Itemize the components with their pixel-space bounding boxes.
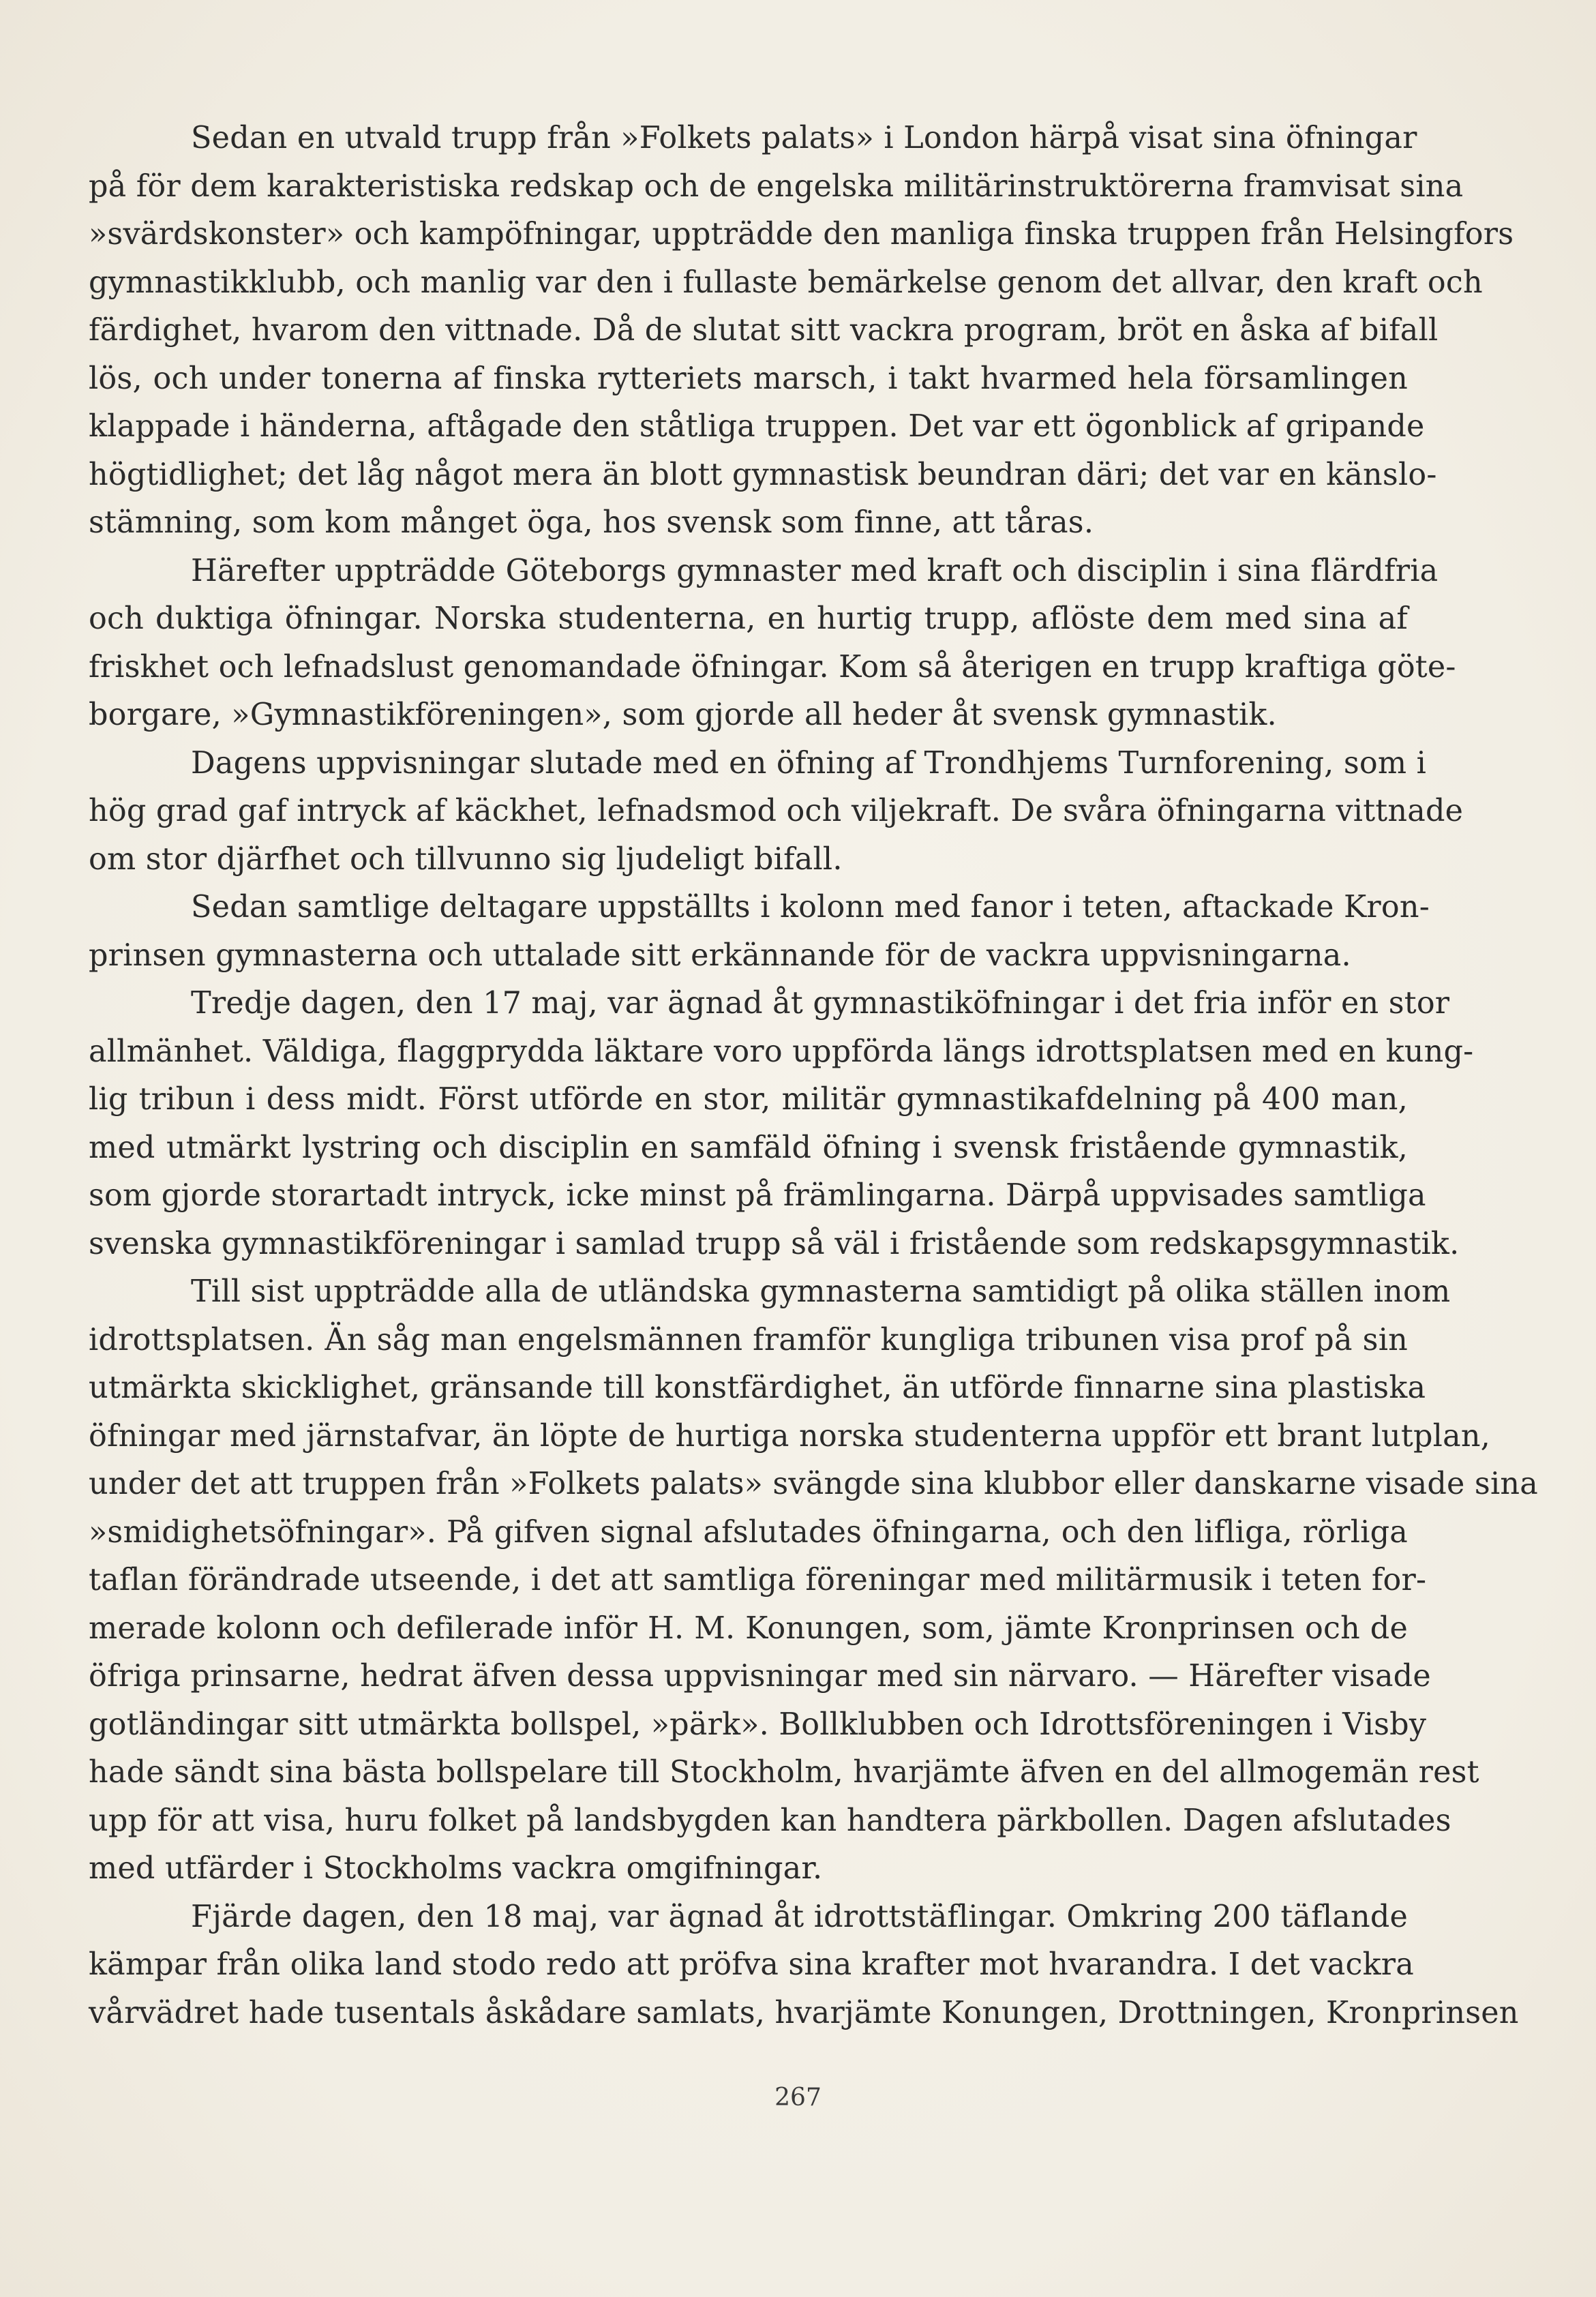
paragraph-5 <box>89 980 1474 1268</box>
paragraph-4 <box>89 884 1430 980</box>
text-line: öfningar med järnstafvar, än löpte de hurtiga norska studenterna uppför ett brant lutplan, <box>89 1418 1491 1454</box>
text-line: Tredje dagen, den 17 maj, var ägnad åt gymnastiköfningar i det fria inför en stor <box>191 986 1450 1021</box>
text-line: klappade i händerna, aftågade den ståtliga truppen. Det var ett ögonblick af gripande <box>89 409 1425 444</box>
text-line: merade kolonn och defilerade inför H. M. Konungen, som, jämte Kronprinsen och de <box>89 1610 1408 1646</box>
text-line: lig tribun i dess midt. Först utförde en stor, militär gymnastikafdelning på 400 man, <box>89 1082 1408 1117</box>
text-line: kämpar från olika land stodo redo att pröfva sina krafter mot hvarandra. I det vackra <box>89 1947 1414 1982</box>
text-line: upp för att visa, huru folket på landsbygden kan handtera pärkbollen. Dagen afslutades <box>89 1803 1451 1838</box>
text-line: Härefter uppträdde Göteborgs gymnaster med kraft och disciplin i sina flärdfria <box>191 553 1439 588</box>
text-line: Fjärde dagen, den 18 maj, var ägnad åt idrottstäflingar. Omkring 200 täflande <box>191 1899 1409 1934</box>
page-number: 267 <box>774 2084 822 2112</box>
text-line: stämning, som kom månget öga, hos svensk som finne, att tåras. <box>89 505 1094 540</box>
text-line: utmärkta skicklighet, gränsande till konstfärdighet, än utförde finnarne sina plastiska <box>89 1370 1426 1405</box>
text-line: Sedan samtlige deltagare uppställts i kolonn med fanor i teten, aftackade Kron- <box>191 890 1430 925</box>
text-line: som gjorde storartadt intryck, icke minst på främlingarna. Därpå uppvisades samtliga <box>89 1178 1426 1213</box>
paragraph-6 <box>89 1268 1538 1893</box>
paragraph-2 <box>89 547 1456 740</box>
text-line: »smidighetsöfningar». På gifven signal afslutades öfningarna, och den lifliga, rörliga <box>89 1514 1408 1550</box>
text-line: Till sist uppträdde alla de utländska gymnasterna samtidigt på olika ställen inom <box>191 1274 1451 1309</box>
text-line: hög grad gaf intryck af käckhet, lefnadsmod och viljekraft. De svåra öfningarna vittnade <box>89 794 1464 828</box>
paragraph-3 <box>89 740 1464 884</box>
text-line: »svärdskonster» och kampöfningar, uppträdde den manliga finska truppen från Helsingfors <box>89 217 1514 252</box>
text-line: svenska gymnastikföreningar i samlad trupp så väl i fristående som redskapsgymnastik. <box>89 1226 1460 1261</box>
text-line: Dagens uppvisningar slutade med en öfning af Trondhjems Turnforening, som i <box>191 745 1427 781</box>
text-line: högtidlighet; det låg något mera än blott gymnastisk beundran däri; det var en känslo- <box>89 457 1437 492</box>
text-line: vårvädret hade tusentals åskådare samlats, hvarjämte Konungen, Drottningen, Kronprinsen <box>89 1995 1519 2030</box>
body-text <box>89 115 1538 2037</box>
text-line: borgare, »Gymnastikföreningen», som gjorde all heder åt svensk gymnastik. <box>89 697 1277 732</box>
text-line: med utmärkt lystring och disciplin en samfäld öfning i svensk fristående gymnastik, <box>89 1130 1408 1165</box>
text-line: friskhet och lefnadslust genomandade öfningar. Kom så återigen en trupp kraftiga göte- <box>89 649 1456 685</box>
text-line: färdighet, hvarom den vittnade. Då de slutat sitt vackra program, bröt en åska af bifall <box>89 313 1439 348</box>
text-line: öfriga prinsarne, hedrat äfven dessa uppvisningar med sin närvaro. — Härefter visade <box>89 1659 1431 1694</box>
text-line: allmänhet. Väldiga, flaggprydda läktare voro uppförda längs idrottsplatsen med en kung- <box>89 1034 1474 1069</box>
paragraph-1 <box>89 115 1514 547</box>
text-line: med utfärder i Stockholms vackra omgifningar. <box>89 1851 823 1886</box>
text-line: Sedan en utvald trupp från »Folkets palats» i London härpå visat sina öfningar <box>191 121 1417 155</box>
text-line: om stor djärfhet och tillvunno sig ljudeligt bifall. <box>89 841 843 877</box>
text-line: prinsen gymnasterna och uttalade sitt erkännande för de vackra uppvisningarna. <box>89 937 1351 973</box>
text-line: på för dem karakteristiska redskap och de engelska militärinstruktörerna framvisat sina <box>89 168 1464 204</box>
text-line: lös, och under tonerna af finska rytteriets marsch, i takt hvarmed hela församlingen <box>89 361 1408 396</box>
paragraph-7 <box>89 1893 1519 2038</box>
text-line: gymnastikklubb, och manlig var den i fullaste bemärkelse genom det allvar, den kraft och <box>89 265 1483 300</box>
text-line: under det att truppen från »Folkets palats» svängde sina klubbor eller danskarne visade sina <box>89 1467 1538 1501</box>
text-line: och duktiga öfningar. Norska studenterna, en hurtig trupp, aflöste dem med sina af <box>89 601 1408 636</box>
text-line: gotländingar sitt utmärkta bollspel, »pärk». Bollklubben och Idrottsföreningen i Visby <box>89 1707 1427 1742</box>
text-line: idrottsplatsen. Än såg man engelsmännen framför kungliga tribunen visa prof på sin <box>89 1322 1408 1357</box>
text-line: taflan förändrade utseende, i det att samtliga föreningar med militärmusik i teten for- <box>89 1563 1427 1597</box>
text-line: hade sändt sina bästa bollspelare till Stockholm, hvarjämte äfven en del allmogemän rest <box>89 1755 1479 1790</box>
